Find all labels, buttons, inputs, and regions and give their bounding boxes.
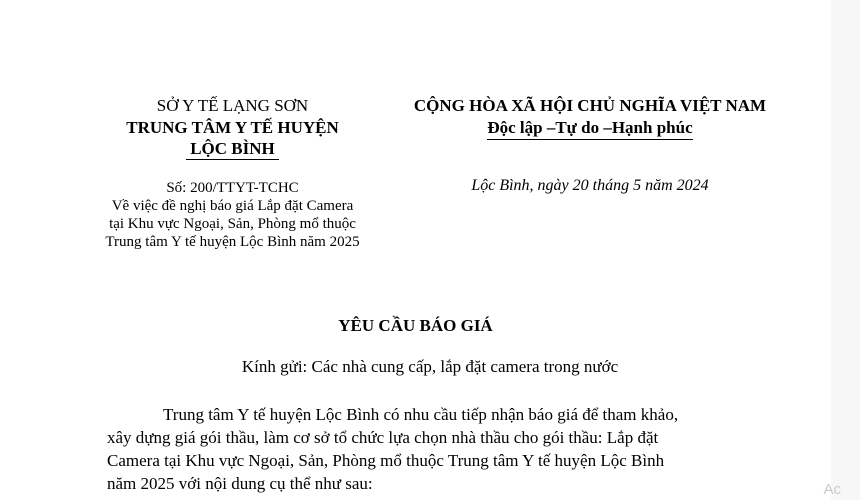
- recipient-line: Kính gửi: Các nhà cung cấp, lắp đặt camera trong nước: [241, 357, 619, 376]
- national-motto-wrap: [390, 118, 790, 140]
- document-number: Số: 200/TTYT-TCHC: [166, 180, 299, 196]
- subject-line-2: tại Khu vực Ngoại, Sản, Phòng mổ thuộc: [109, 216, 356, 232]
- national-title: CỘNG HÒA XÃ HỘI CHỦ NGHĨA VIỆT NAM: [413, 96, 767, 115]
- document-title: YÊU CẦU BÁO GIÁ: [338, 316, 493, 335]
- national-motto: Độc lập –Tự do –Hạnh phúc: [487, 118, 692, 140]
- agency-name-underlined: LỘC BÌNH: [186, 139, 279, 160]
- agency-name-line2: [60, 139, 405, 160]
- agency-name: TRUNG TÂM Y TẾ HUYỆN: [126, 118, 339, 137]
- body-line-4: năm 2025 với nội dung cụ thể như sau:: [107, 474, 373, 493]
- body-line-2: xây dựng giá gói thầu, làm cơ sở tổ chức lựa chọn nhà thầu cho gói thầu: Lắp đặt: [107, 428, 659, 447]
- agency-parent: SỞ Y TẾ LẠNG SƠN: [156, 96, 309, 115]
- subject-line-3: Trung tâm Y tế huyện Lộc Bình năm 2025: [105, 234, 360, 250]
- body-line-1: Trung tâm Y tế huyện Lộc Bình có nhu cầu tiếp nhận báo giá để tham khảo,: [163, 405, 679, 424]
- body-line-3: Camera tại Khu vực Ngoại, Sản, Phòng mổ thuộc Trung tâm Y tế huyện Lộc Bình: [107, 451, 665, 470]
- subject-line-1: Về việc đề nghị báo giá Lắp đặt Camera: [111, 198, 354, 214]
- activation-watermark: Ac: [823, 481, 841, 498]
- place-and-date: Lộc Bình, ngày 20 tháng 5 năm 2024: [471, 177, 709, 194]
